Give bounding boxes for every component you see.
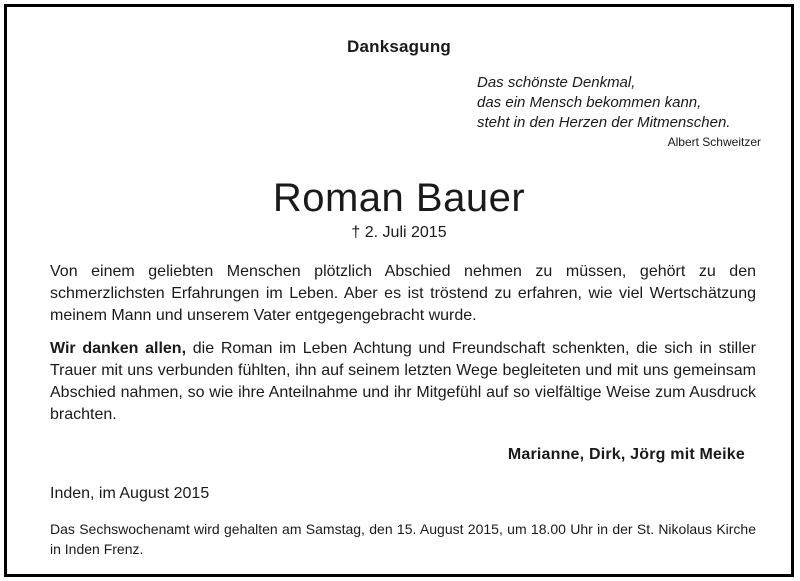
death-date: † 2. Juli 2015 <box>351 224 447 241</box>
paragraph-2 <box>50 338 756 426</box>
paragraph-2-lead: Wir danken allen, <box>50 340 187 357</box>
quote <box>477 73 730 133</box>
quote-line: steht in den Herzen der Mitmenschen. <box>477 114 731 131</box>
deceased-name: Roman Bauer <box>272 176 526 220</box>
place-date: Inden, im August 2015 <box>50 485 210 502</box>
signature: Marianne, Dirk, Jörg mit Meike <box>507 446 745 463</box>
quote-line: Das schönste Denkmal, <box>477 74 636 91</box>
notice-heading: Danksagung <box>346 37 452 56</box>
paragraph-1: Von einem geliebten Menschen plötzlich Abschied nehmen zu müssen, gehört zu den schmerzlichsten Erfahrungen im Leben. Aber es ist tröstend zu erfahren, wie viel Wertschätzung meinem Mann und unserem Vater entgegengebracht wurde. <box>50 263 756 324</box>
service-note: Das Sechswochenamt wird gehalten am Samstag, den 15. August 2015, um 18.00 Uhr in der St. Nikolaus Kirche in Inden Frenz. <box>50 521 756 557</box>
quote-author: Albert Schweitzer <box>667 135 761 149</box>
quote-line: das ein Mensch bekommen kann, <box>477 94 702 111</box>
notice-frame <box>4 4 794 577</box>
paragraph-2-body: die Roman im Leben Achtung und Freundschaft schenkten, die sich in stiller Trauer mit uns verbunden fühlten, ihn auf seinem letzten Wege begleiteten und mit uns gemeinsam Abschied nahmen, so wie ihre Anteilnahme und ihr Mitgefühl auf so vielfältige Weise zum Ausdruck brachten. <box>50 340 757 423</box>
